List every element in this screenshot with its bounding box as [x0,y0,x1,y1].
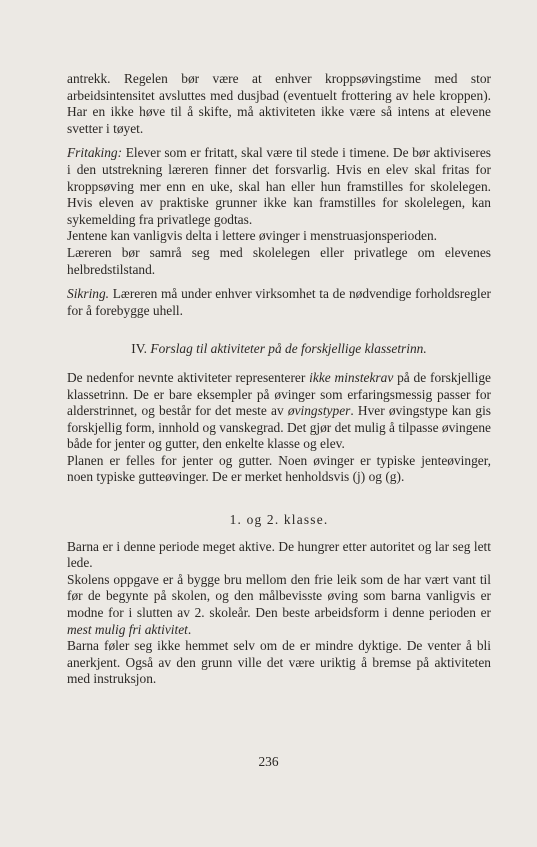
fritaking-text: Elever som er fritatt, skal være til stede i timene. De bør aktiviseres i den utstrekning læreren finner det forsvarlig. Hvis en elev skal fritas for kroppsøving mer enn en uke, skal han eller hun framstilles for skolelegen. Hvis eleven av praktiske grunner ikke kan framstilles for skolelegen, kan sykemelding fra privatlege godtas. [67,145,491,227]
body-text [67,71,491,688]
section-heading-klasse: 1. og 2. klasse. [229,512,329,528]
paragraph-text: antrekk. Regelen bør være at enhver kroppsøvingstime med stor arbeidsintensitet avsluttes med dusjbad (eventuelt frottering av hele kroppen). Har en ikke høve til å skifte, må aktiviteten ikke være så intens at elevene svetter i tøyet. [67,71,491,136]
paragraph-barna-2 [67,638,491,688]
paragraph-barna-1 [67,539,491,572]
text-run: . Hver øvingstype kan gis forskjellig form, innhold og vanskegrad. Det gjør det mulig å tilpasse øvingene både for jenter og gutter, den enkelte klasse og elev. [67,403,491,452]
paragraph-text: Læreren bør samrå seg med skolelegen eller privatlege om elevenes helbredstilstand. [67,244,491,277]
paragraph-jentene [67,228,491,245]
paragraph-skolens [67,572,491,638]
sikring-text: Læreren må under enhver virksomhet ta de nødvendige forholdsregler for å forebygge uhell. [67,286,491,318]
paragraph-fritaking [67,145,491,228]
emphasis: ikke minstekrav [309,369,394,385]
section-heading-iv [67,341,491,358]
heading-number: IV. [131,341,148,357]
text-run: Skolens oppgave er å bygge bru mellom den frie leik som de har vært vant til før de begynte på skolen, og den målbevisste øving som barna vanligvis er modne for i slutten av 2. skoleår. Den beste arbeidsform i denne perioden er [67,571,491,621]
paragraph-sikring [67,286,491,319]
paragraph-text: Planen er felles for jenter og gutter. Noen øvinger er typiske jenteøvinger, noen typiske gutteøvinger. De er merket henholdsvis (j) og (g). [67,452,491,485]
text-run: De nedenfor nevnte aktiviteter representerer [67,369,310,385]
paragraph-text: Jentene kan vanligvis delta i lettere øvinger i menstruasjonsperioden. [67,228,437,244]
page-number: 236 [258,754,279,769]
paragraph-nedenfor [67,370,491,453]
text-run: . [187,621,192,637]
emphasis: øvingstyper [287,403,351,419]
paragraph-laereren [67,245,491,278]
text-run: på de forskjellige klassetrinn. De er bare eksempler på øvinger som erfaringsmessig passer for alderstrinnet, og består for det meste av [67,369,491,419]
paragraph-text: Barna føler seg ikke hemmet selv om de er mindre dyktige. De venter å bli anerkjent. Også av den grunn ville det være uriktig å bremse på aktiviteten med instruksjon. [67,638,491,687]
paragraph-planen [67,453,491,486]
heading-title: Forslag til aktiviteter på de forskjellige klassetrinn. [150,341,427,357]
fritaking-label: Fritaking: [67,145,123,161]
emphasis: mest mulig fri aktivitet [67,621,188,637]
paragraph-text: Barna er i denne periode meget aktive. De hungrer etter autoritet og lar seg lett lede. [67,538,491,571]
sikring-label: Sikring. [67,286,110,302]
paragraph-antrekk [67,71,491,137]
